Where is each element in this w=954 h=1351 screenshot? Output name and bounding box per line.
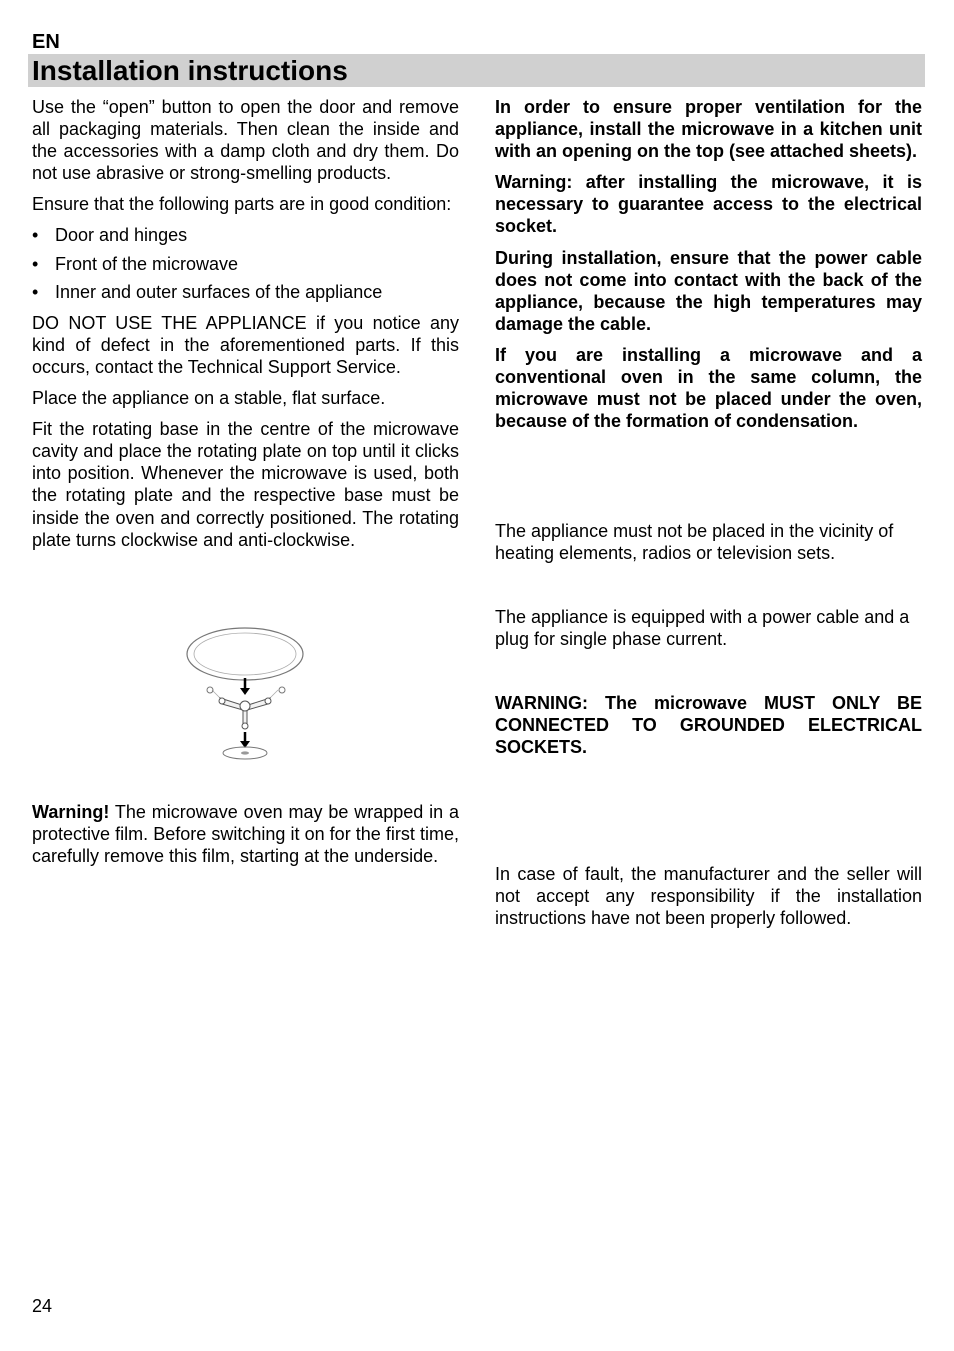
list-item: • Door and hinges bbox=[32, 224, 459, 246]
right-column bbox=[495, 96, 922, 441]
liability-paragraph: In case of fault, the manufacturer and the seller will not accept any responsibility if the installation instructions have not been properly followed. bbox=[495, 864, 922, 929]
defect-paragraph: DO NOT USE THE APPLIANCE if you notice any kind of defect in the aforementioned parts. If this occurs, contact the Technical Support Service. bbox=[32, 312, 459, 377]
language-code: EN bbox=[32, 31, 60, 53]
condition-list bbox=[32, 224, 459, 302]
turntable-assembly-icon bbox=[180, 622, 310, 767]
vicinity-paragraph: The appliance must not be placed in the vicinity of heating elements, radios or television sets. bbox=[495, 521, 894, 564]
placement-paragraph: Place the appliance on a stable, flat surface. bbox=[32, 388, 386, 409]
list-item: • Inner and outer surfaces of the appliance bbox=[32, 281, 459, 303]
list-item: • Front of the microwave bbox=[32, 253, 459, 275]
power-cable-paragraph: During installation, ensure that the power cable does not come into contact with the back of the appliance, because the high temperatures may damage the cable. bbox=[495, 247, 922, 334]
grounding-warning: WARNING: The microwave MUST ONLY BE CONNECTED TO GROUNDED ELECTRICAL SOCKETS. bbox=[495, 693, 922, 758]
left-column bbox=[32, 96, 459, 560]
column-installation-paragraph: If you are installing a microwave and a conventional oven in the same column, the microwave must not be placed under the oven, because of the formation of condensation. bbox=[495, 344, 922, 432]
warning-label: Warning! bbox=[32, 802, 110, 822]
rotating-plate-paragraph: Fit the rotating base in the centre of the microwave cavity and place the rotating plate on top until it clicks into position. Whenever the microwave is used, both the rotating plate and the respective base must be inside the oven and correctly positioned. The rotating plate turns clockwise and anti-clockwise. bbox=[32, 419, 459, 550]
socket-access-paragraph: Warning: after installing the microwave, it is necessary to guarantee access to the electrical socket. bbox=[495, 172, 922, 237]
title-bar bbox=[28, 54, 925, 87]
protective-film-warning bbox=[32, 801, 459, 867]
power-cable-info-paragraph: The appliance is equipped with a power cable and a plug for single phase current. bbox=[495, 607, 910, 650]
ventilation-paragraph: In order to ensure proper ventilation for the appliance, install the microwave in a kitchen unit with an opening on the top (see attached sheets). bbox=[495, 97, 922, 162]
page-title: Installation instructions bbox=[32, 55, 348, 86]
warning-text: The microwave oven may be wrapped in a protective film. Before switching it on for the first time, carefully remove this film, starting at the underside. bbox=[32, 802, 459, 867]
page-number: 24 bbox=[32, 1296, 53, 1316]
unpacking-paragraph: Use the “open” button to open the door and remove all packaging materials. Then clean the inside and the accessories with a damp cloth and dry them. Do not use abrasive or strong-smelling products. bbox=[32, 97, 459, 184]
condition-intro: Ensure that the following parts are in good condition: bbox=[32, 194, 452, 215]
